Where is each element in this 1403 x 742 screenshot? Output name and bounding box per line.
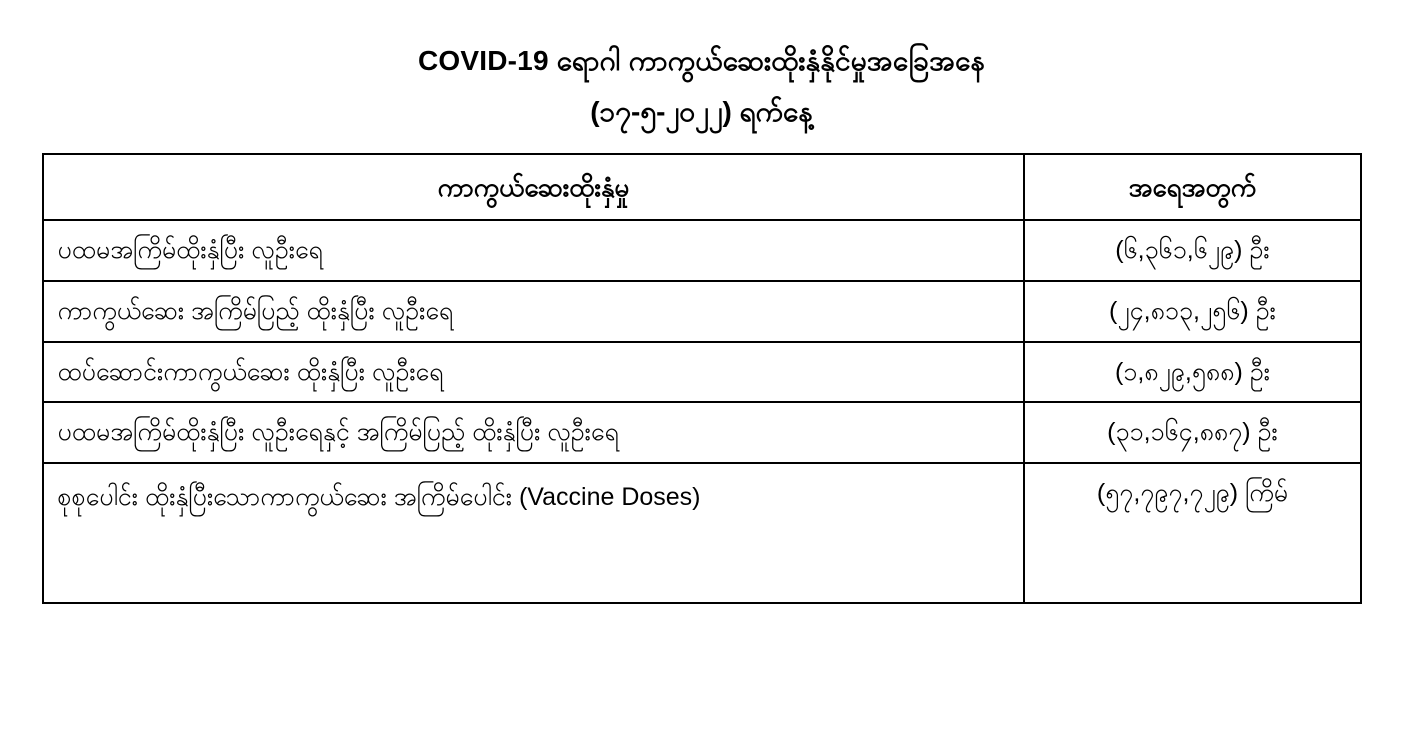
table-row (43, 402, 1361, 463)
row-value: (၆,၃၆၁,၆၂၉) ဦး (1024, 220, 1360, 281)
row-value: (၁,၈၂၉,၅၈၈) ဦး (1024, 342, 1360, 403)
row-label: ထပ်ဆောင်းကာကွယ်ဆေး ထိုးနှံပြီး လူဦးရေ (43, 342, 1025, 403)
row-value: (၅၇,၇၉၇,၇၂၉) ကြိမ် (1024, 463, 1360, 603)
table-row (43, 342, 1361, 403)
row-label: စုစုပေါင်း ထိုးနှံပြီးသောကာကွယ်ဆေး အကြိမ်ပေါင်း (Vaccine Doses) (43, 463, 1025, 603)
table-header (43, 154, 1361, 220)
column-header-category: ကာကွယ်ဆေးထိုးနှံမှု (43, 154, 1025, 220)
page-title: COVID-19 ရောဂါ ကာကွယ်ဆေးထိုးနှံနိုင်မှုအခြေအနေ (417, 45, 986, 76)
table-row (43, 463, 1361, 603)
table-body (43, 220, 1361, 603)
row-label: ကာကွယ်ဆေး အကြိမ်ပြည့် ထိုးနှံပြီး လူဦးရေ (43, 281, 1025, 342)
table-container (42, 153, 1362, 604)
row-value: (၂၄,၈၁၃,၂၅၆) ဦး (1024, 281, 1360, 342)
row-label: ပထမအကြိမ်ထိုးနှံပြီး လူဦးရေ (43, 220, 1025, 281)
table-row (43, 281, 1361, 342)
table-header-row (43, 154, 1361, 220)
row-label: ပထမအကြိမ်ထိုးနှံပြီး လူဦးရေနှင့် အကြိမ်ပြည့် ထိုးနှံပြီး လူဦးရေ (43, 402, 1025, 463)
row-value: (၃၁,၁၆၄,၈၈၇) ဦး (1024, 402, 1360, 463)
vaccination-table (42, 153, 1362, 604)
document-title-block (0, 0, 1403, 135)
page-subtitle-date: (၁၇-၅-၂၀၂၂) ရက်နေ့ (590, 96, 813, 127)
column-header-count: အရေအတွက် (1024, 154, 1360, 220)
table-row (43, 220, 1361, 281)
